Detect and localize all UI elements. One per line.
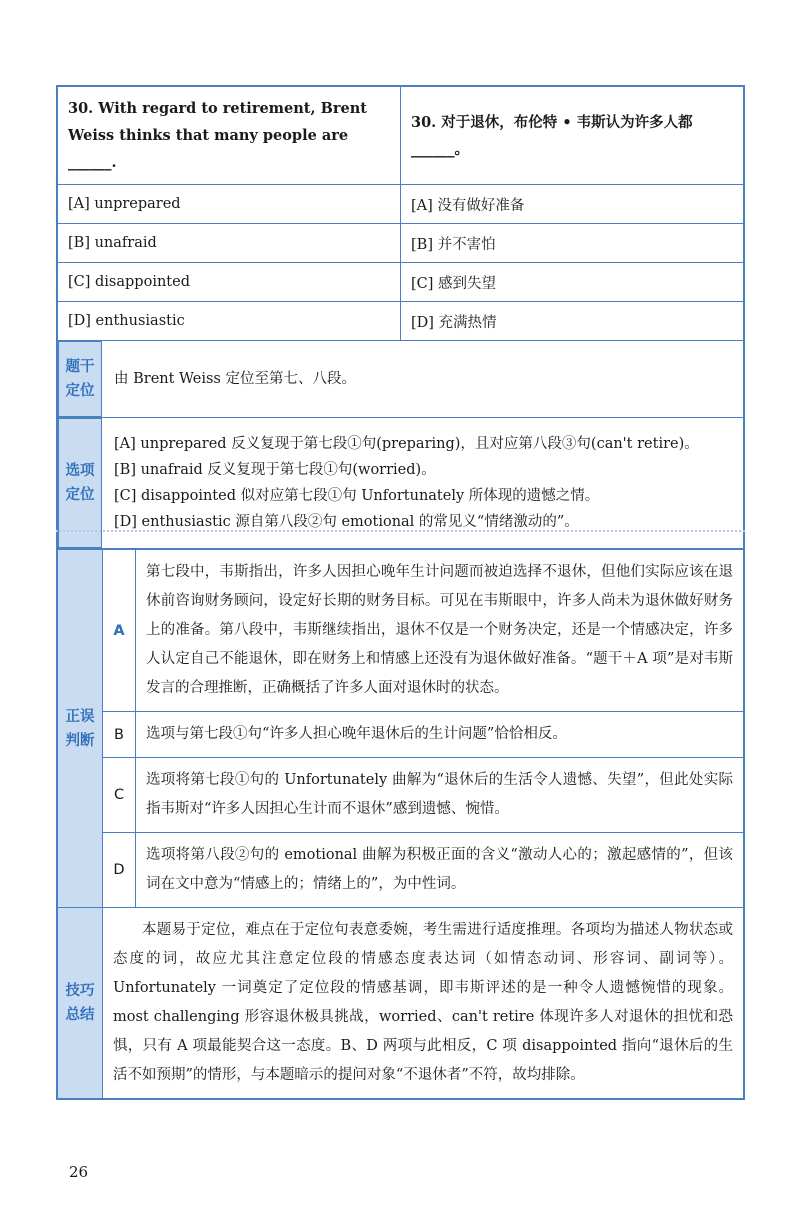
- option-location-label: 选项定位: [59, 419, 102, 548]
- option-b-english: [B] unafraid: [57, 224, 401, 263]
- judgement-letter-c: C: [103, 758, 136, 833]
- option-location-line-b: [B] unafraid 反义复现于第七段①句(worried)。: [114, 462, 436, 478]
- option-location-section: [58, 418, 743, 548]
- judgement-label: 正误判断: [57, 549, 103, 908]
- option-a-chinese: [A] 没有做好准备: [401, 185, 745, 224]
- question-chinese: 30. 对于退休，布伦特 • 韦斯认为许多人都______。: [401, 86, 745, 185]
- page-number: 26: [69, 1163, 89, 1181]
- judgement-text-c: 选项将第七段①句的 Unfortunately 曲解为“退休后的生活令人遗憾、失望”，但此处实际指韦斯对“许多人因担心生计而不退休”感到遗憾、惋惜。: [136, 758, 745, 833]
- option-location-content: [102, 419, 744, 548]
- section-divider: [56, 530, 745, 532]
- stem-location-label: 题干定位: [59, 342, 102, 417]
- analysis-table: [56, 548, 745, 1100]
- summary-label: 技巧总结: [57, 908, 103, 1100]
- summary-content: [103, 908, 745, 1100]
- judgement-text-b: 选项与第七段①句“许多人担心晚年退休后的生计问题”恰恰相反。: [136, 712, 745, 758]
- judgement-text-d: 选项将第八段②句的 emotional 曲解为积极正面的含义“激动人心的；激起感情的”，但该词在文中意为“情感上的；情绪上的”，为中性词。: [136, 833, 745, 908]
- summary-text: 本题易于定位，难点在于定位句表意委婉，考生需进行适度推理。各项均为描述人物状态或态度的词，故应尤其注意定位段的情感态度表达词（如情态动词、形容词、副词等）。Unfortunately 一词奠定了定位段的情感基调，即韦斯评述的是一种令人遗憾惋惜的现象。most challenging 形容退休极具挑战，worried、can't retire 体现许多人对退休的担忧和恐惧，只有 A 项最能契合这一态度。B、D 两项与此相反，C 项 disappointed 指向“退休后的生活不如预期”的情形，与本题暗示的提问对象“不退休者”不符，故均排除。: [113, 922, 733, 1083]
- option-c-english: [C] disappointed: [57, 263, 401, 302]
- stem-location-text: 由 Brent Weiss 定位至第七、八段。: [114, 371, 356, 387]
- option-location-line-c: [C] disappointed 似对应第七段①句 Unfortunately 所体现的遗憾之情。: [114, 488, 600, 504]
- question-table: [56, 85, 745, 550]
- judgement-text-a: 第七段中，韦斯指出，许多人因担心晚年生计问题而被迫选择不退休，但他们实际应该在退休前咨询财务顾问，设定好长期的财务目标。可见在韦斯眼中，许多人尚未为退休做好财务上的准备。第八段中，韦斯继续指出，退休不仅是一个财务决定，还是一个情感决定，许多人认定自己不能退休，即在财务上和情感上还没有为退休做好准备。“题干＋A 项”是对韦斯发言的合理推断，正确概括了许多人面对退休时的状态。: [136, 549, 745, 712]
- judgement-letter-b: B: [103, 712, 136, 758]
- question-english: 30. With regard to retirement, Brent Weiss thinks that many people are ______.: [57, 86, 401, 185]
- judgement-letter-a: A: [103, 549, 136, 712]
- judgement-letter-d: D: [103, 833, 136, 908]
- option-b-chinese: [B] 并不害怕: [401, 224, 745, 263]
- option-d-chinese: [D] 充满热情: [401, 302, 745, 341]
- option-d-english: [D] enthusiastic: [57, 302, 401, 341]
- stem-location-section: [58, 341, 743, 417]
- option-c-chinese: [C] 感到失望: [401, 263, 745, 302]
- option-location-line-a: [A] unprepared 反义复现于第七段①句(preparing)，且对应第八段③句(can't retire)。: [114, 436, 699, 452]
- option-location-line-d: [D] enthusiastic 源自第八段②句 emotional 的常见义“情绪激动的”。: [114, 514, 579, 530]
- option-a-english: [A] unprepared: [57, 185, 401, 224]
